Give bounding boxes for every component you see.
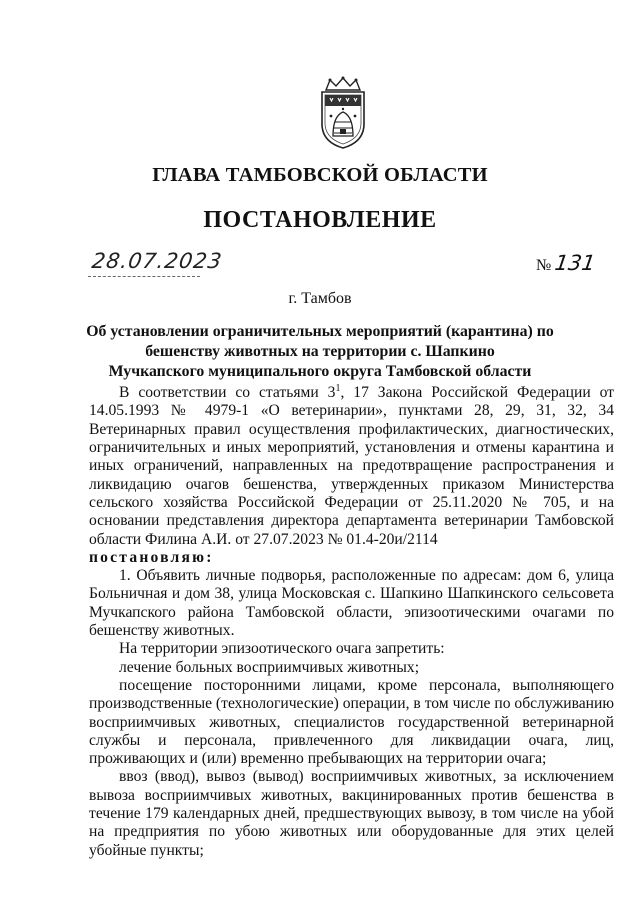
tambov-coat-of-arms-icon [318, 76, 368, 150]
document-title [0, 322, 640, 382]
document-body [89, 380, 614, 860]
title-line-3: Мучкапского муниципального округа Тамбовской области [108, 363, 532, 380]
number-value: 131 [553, 251, 598, 275]
preamble-text-a: В соответствии со статьями 3 [119, 384, 336, 402]
title-line-2: бешенству животных на территории с. Шапкино [145, 343, 495, 360]
document-type: ПОСТАНОВЛЕНИЕ [203, 207, 437, 233]
paragraph-preamble [89, 380, 614, 549]
date-underline [88, 276, 200, 277]
number-label: № [536, 257, 552, 274]
paragraph-item-1: 1. Объявить личные подворья, расположенные по адресам: дом 6, улица Больничная и дом 38, улица Московская с. Шапкино Шапкинского сельсовета Мучкапского района Тамбовской области, эпизоотическими очагами по бешенству животных. [89, 567, 614, 640]
preamble-superscript: 1 [335, 383, 341, 394]
preamble-text-b: , 17 Закона Российской Федерации от 14.05.1993 № 4979-1 «О ветеринарии», пунктами 28, 29, 31, 32, 34 Ветеринарных правил осуществления профилактических, диагностических, ограничительных и иных мероприятий, установления и отмены карантина и иных ограничений, направленных на предотвращение распространения и ликвидацию очагов бешенства, утвержденных приказом Министерства сельского хозяйства Российской Федерации от 25.11.2020 № 705, и на основании представления директора департамента ветеринарии Тамбовской области Филина А.И. от 27.07.2023 № 01.4-20и/2114 [89, 384, 614, 548]
document-number [536, 251, 598, 275]
paragraph-treatment: лечение больных восприимчивых животных; [119, 658, 420, 676]
paragraph-prohibit-intro: На территории эпизоотического очага запретить: [119, 640, 445, 658]
issuer-title: ГЛАВА ТАМБОВСКОЙ ОБЛАСТИ [152, 164, 488, 186]
decree-word: постановляю: [89, 548, 214, 566]
paragraph-import-export: ввоз (ввод), вывоз (вывод) восприимчивых животных, за исключением вывоза восприимчивых животных, вакцинированных против бешенства в течение 179 календарных дней, предшествующих вывозу, в том числе на убой на предприятия по убою животных или оборудованные для этих целей убойные пункты; [89, 768, 614, 859]
title-line-1: Об установлении ограничительных мероприятий (карантина) по [86, 323, 554, 340]
city-line: г. Тамбов [288, 290, 352, 307]
paragraph-visits: посещение посторонними лицами, кроме персонала, выполняющего производственные (технологические) операции, в том числе по обслуживанию восприимчивых животных, специалистов государственной ветеринарной службы и персонала, привлеченного для ликвидации очага, лиц, проживающих и (или) временно пребывающих на территории очага; [89, 676, 614, 768]
document-date: 28.07.2023 [90, 249, 224, 273]
